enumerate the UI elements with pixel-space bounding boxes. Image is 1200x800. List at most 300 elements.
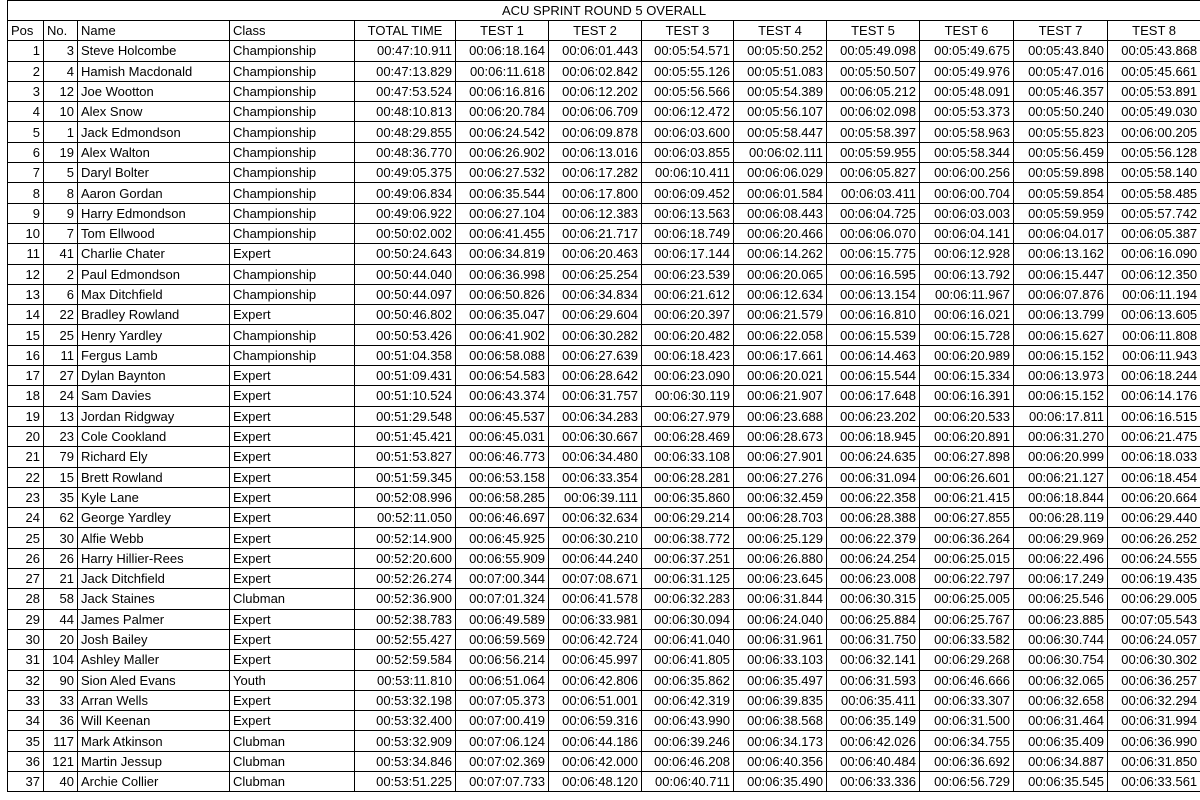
test-1-cell: 00:07:02.369 — [456, 751, 549, 771]
number-cell: 44 — [44, 609, 78, 629]
name-cell: Mark Atkinson — [78, 731, 230, 751]
test-4-cell: 00:06:28.673 — [734, 426, 827, 446]
table-row — [8, 426, 1200, 446]
name-cell: Ashley Maller — [78, 650, 230, 670]
test-8-cell: 00:07:05.543 — [1108, 609, 1200, 629]
test-1-cell: 00:06:27.104 — [456, 203, 549, 223]
total-time-cell: 00:50:02.002 — [355, 223, 456, 243]
name-cell: Harry Edmondson — [78, 203, 230, 223]
test-7-cell: 00:06:15.447 — [1014, 264, 1108, 284]
test-2-cell: 00:06:42.724 — [549, 629, 642, 649]
test-1-cell: 00:07:00.419 — [456, 711, 549, 731]
total-time-cell: 00:47:10.911 — [355, 41, 456, 61]
test-1-cell: 00:06:51.064 — [456, 670, 549, 690]
pos-cell: 8 — [8, 183, 44, 203]
test-8-cell: 00:05:43.868 — [1108, 41, 1200, 61]
test-3-cell: 00:06:30.094 — [642, 609, 734, 629]
test-8-cell: 00:05:58.485 — [1108, 183, 1200, 203]
test-7-cell: 00:06:31.464 — [1014, 711, 1108, 731]
total-time-cell: 00:53:32.198 — [355, 690, 456, 710]
test-2-cell: 00:06:21.717 — [549, 223, 642, 243]
number-cell: 8 — [44, 183, 78, 203]
total-time-cell: 00:48:10.813 — [355, 102, 456, 122]
column-header: TEST 2 — [549, 21, 642, 41]
class-cell: Championship — [230, 163, 355, 183]
test-5-cell: 00:06:35.149 — [827, 711, 920, 731]
class-cell: Expert — [230, 629, 355, 649]
test-4-cell: 00:06:21.907 — [734, 386, 827, 406]
name-cell: Kyle Lane — [78, 487, 230, 507]
total-time-cell: 00:51:45.421 — [355, 426, 456, 446]
test-5-cell: 00:06:22.379 — [827, 528, 920, 548]
test-3-cell: 00:06:27.979 — [642, 406, 734, 426]
test-7-cell: 00:06:29.969 — [1014, 528, 1108, 548]
pos-cell: 18 — [8, 386, 44, 406]
test-2-cell: 00:06:42.000 — [549, 751, 642, 771]
table-row — [8, 751, 1200, 771]
test-6-cell: 00:05:49.675 — [920, 41, 1014, 61]
test-1-cell: 00:06:11.618 — [456, 61, 549, 81]
test-2-cell: 00:06:34.834 — [549, 284, 642, 304]
test-5-cell: 00:06:04.725 — [827, 203, 920, 223]
test-3-cell: 00:06:21.612 — [642, 284, 734, 304]
test-4-cell: 00:06:22.058 — [734, 325, 827, 345]
table-row — [8, 163, 1200, 183]
name-cell: Aaron Gordan — [78, 183, 230, 203]
test-7-cell: 00:06:32.065 — [1014, 670, 1108, 690]
total-time-cell: 00:48:36.770 — [355, 142, 456, 162]
number-cell: 40 — [44, 771, 78, 791]
number-cell: 26 — [44, 548, 78, 568]
test-7-cell: 00:06:13.162 — [1014, 244, 1108, 264]
test-5-cell: 00:06:28.388 — [827, 508, 920, 528]
class-cell: Expert — [230, 508, 355, 528]
total-time-cell: 00:52:55.427 — [355, 629, 456, 649]
test-4-cell: 00:06:31.844 — [734, 589, 827, 609]
test-2-cell: 00:06:45.997 — [549, 650, 642, 670]
pos-cell: 19 — [8, 406, 44, 426]
test-6-cell: 00:06:11.967 — [920, 284, 1014, 304]
number-cell: 3 — [44, 41, 78, 61]
pos-cell: 20 — [8, 426, 44, 446]
test-1-cell: 00:06:26.902 — [456, 142, 549, 162]
test-1-cell: 00:06:27.532 — [456, 163, 549, 183]
test-2-cell: 00:06:34.283 — [549, 406, 642, 426]
total-time-cell: 00:47:53.524 — [355, 81, 456, 101]
test-3-cell: 00:06:42.319 — [642, 690, 734, 710]
test-6-cell: 00:06:25.767 — [920, 609, 1014, 629]
test-3-cell: 00:06:40.711 — [642, 771, 734, 791]
number-cell: 41 — [44, 244, 78, 264]
table-row — [8, 386, 1200, 406]
test-3-cell: 00:05:54.571 — [642, 41, 734, 61]
table-row — [8, 284, 1200, 304]
test-1-cell: 00:06:36.998 — [456, 264, 549, 284]
class-cell: Expert — [230, 426, 355, 446]
test-8-cell: 00:06:11.943 — [1108, 345, 1200, 365]
name-cell: Joe Wootton — [78, 81, 230, 101]
table-row — [8, 223, 1200, 243]
test-4-cell: 00:05:54.389 — [734, 81, 827, 101]
table-row — [8, 345, 1200, 365]
pos-cell: 30 — [8, 629, 44, 649]
table-row — [8, 305, 1200, 325]
class-cell: Expert — [230, 609, 355, 629]
name-cell: Sion Aled Evans — [78, 670, 230, 690]
test-7-cell: 00:06:34.887 — [1014, 751, 1108, 771]
test-2-cell: 00:06:09.878 — [549, 122, 642, 142]
name-cell: Alex Snow — [78, 102, 230, 122]
column-header: Class — [230, 21, 355, 41]
total-time-cell: 00:52:08.996 — [355, 487, 456, 507]
test-7-cell: 00:05:47.016 — [1014, 61, 1108, 81]
pos-cell: 15 — [8, 325, 44, 345]
total-time-cell: 00:48:29.855 — [355, 122, 456, 142]
test-4-cell: 00:06:02.111 — [734, 142, 827, 162]
number-cell: 9 — [44, 203, 78, 223]
column-header: No. — [44, 21, 78, 41]
name-cell: Steve Holcombe — [78, 41, 230, 61]
table-row — [8, 41, 1200, 61]
test-7-cell: 00:05:59.854 — [1014, 183, 1108, 203]
test-3-cell: 00:06:09.452 — [642, 183, 734, 203]
class-cell: Expert — [230, 447, 355, 467]
test-1-cell: 00:06:59.569 — [456, 629, 549, 649]
test-3-cell: 00:06:39.246 — [642, 731, 734, 751]
pos-cell: 11 — [8, 244, 44, 264]
class-cell: Expert — [230, 244, 355, 264]
pos-cell: 26 — [8, 548, 44, 568]
class-cell: Expert — [230, 548, 355, 568]
name-cell: Sam Davies — [78, 386, 230, 406]
test-4-cell: 00:05:56.107 — [734, 102, 827, 122]
table-row — [8, 122, 1200, 142]
test-7-cell: 00:06:35.545 — [1014, 771, 1108, 791]
test-4-cell: 00:06:01.584 — [734, 183, 827, 203]
table-row — [8, 244, 1200, 264]
test-6-cell: 00:06:15.728 — [920, 325, 1014, 345]
class-cell: Championship — [230, 264, 355, 284]
table-row — [8, 771, 1200, 791]
table-row — [8, 203, 1200, 223]
total-time-cell: 00:50:46.802 — [355, 305, 456, 325]
total-time-cell: 00:52:26.274 — [355, 569, 456, 589]
number-cell: 1 — [44, 122, 78, 142]
test-4-cell: 00:06:33.103 — [734, 650, 827, 670]
test-8-cell: 00:06:33.561 — [1108, 771, 1200, 791]
column-header: Pos — [8, 21, 44, 41]
test-8-cell: 00:06:16.515 — [1108, 406, 1200, 426]
table-row — [8, 731, 1200, 751]
test-1-cell: 00:06:56.214 — [456, 650, 549, 670]
test-1-cell: 00:06:45.925 — [456, 528, 549, 548]
test-6-cell: 00:06:33.582 — [920, 629, 1014, 649]
test-3-cell: 00:06:03.600 — [642, 122, 734, 142]
pos-cell: 4 — [8, 102, 44, 122]
test-5-cell: 00:06:22.358 — [827, 487, 920, 507]
test-1-cell: 00:07:06.124 — [456, 731, 549, 751]
test-4-cell: 00:05:51.083 — [734, 61, 827, 81]
test-7-cell: 00:05:46.357 — [1014, 81, 1108, 101]
test-6-cell: 00:05:53.373 — [920, 102, 1014, 122]
total-time-cell: 00:53:32.400 — [355, 711, 456, 731]
table-row — [8, 528, 1200, 548]
test-3-cell: 00:06:12.472 — [642, 102, 734, 122]
pos-cell: 34 — [8, 711, 44, 731]
test-8-cell: 00:05:57.742 — [1108, 203, 1200, 223]
test-7-cell: 00:06:35.409 — [1014, 731, 1108, 751]
test-3-cell: 00:06:32.283 — [642, 589, 734, 609]
total-time-cell: 00:49:06.834 — [355, 183, 456, 203]
test-4-cell: 00:06:40.356 — [734, 751, 827, 771]
test-6-cell: 00:06:04.141 — [920, 223, 1014, 243]
test-2-cell: 00:06:41.578 — [549, 589, 642, 609]
name-cell: James Palmer — [78, 609, 230, 629]
class-cell: Expert — [230, 528, 355, 548]
class-cell: Expert — [230, 690, 355, 710]
table-row — [8, 629, 1200, 649]
test-2-cell: 00:06:30.210 — [549, 528, 642, 548]
test-1-cell: 00:06:49.589 — [456, 609, 549, 629]
name-cell: Charlie Chater — [78, 244, 230, 264]
test-4-cell: 00:06:21.579 — [734, 305, 827, 325]
total-time-cell: 00:53:34.846 — [355, 751, 456, 771]
pos-cell: 24 — [8, 508, 44, 528]
test-4-cell: 00:06:28.703 — [734, 508, 827, 528]
class-cell: Clubman — [230, 751, 355, 771]
test-2-cell: 00:06:17.800 — [549, 183, 642, 203]
total-time-cell: 00:50:24.643 — [355, 244, 456, 264]
column-header: TEST 1 — [456, 21, 549, 41]
test-6-cell: 00:06:12.928 — [920, 244, 1014, 264]
pos-cell: 21 — [8, 447, 44, 467]
test-7-cell: 00:06:13.973 — [1014, 366, 1108, 386]
class-cell: Championship — [230, 203, 355, 223]
test-5-cell: 00:06:23.202 — [827, 406, 920, 426]
number-cell: 11 — [44, 345, 78, 365]
test-4-cell: 00:06:25.129 — [734, 528, 827, 548]
column-header: Name — [78, 21, 230, 41]
test-3-cell: 00:06:23.539 — [642, 264, 734, 284]
column-header: TEST 5 — [827, 21, 920, 41]
total-time-cell: 00:51:59.345 — [355, 467, 456, 487]
name-cell: Jack Edmondson — [78, 122, 230, 142]
test-8-cell: 00:06:19.435 — [1108, 569, 1200, 589]
results-table — [7, 0, 1200, 792]
test-8-cell: 00:06:30.302 — [1108, 650, 1200, 670]
test-6-cell: 00:06:29.268 — [920, 650, 1014, 670]
number-cell: 22 — [44, 305, 78, 325]
pos-cell: 3 — [8, 81, 44, 101]
test-3-cell: 00:06:30.119 — [642, 386, 734, 406]
test-4-cell: 00:06:20.466 — [734, 223, 827, 243]
pos-cell: 29 — [8, 609, 44, 629]
table-row — [8, 508, 1200, 528]
test-8-cell: 00:06:32.294 — [1108, 690, 1200, 710]
test-8-cell: 00:06:12.350 — [1108, 264, 1200, 284]
test-5-cell: 00:06:03.411 — [827, 183, 920, 203]
number-cell: 24 — [44, 386, 78, 406]
test-3-cell: 00:06:17.144 — [642, 244, 734, 264]
test-4-cell: 00:06:34.173 — [734, 731, 827, 751]
test-1-cell: 00:06:41.455 — [456, 223, 549, 243]
name-cell: Alex Walton — [78, 142, 230, 162]
table-row — [8, 366, 1200, 386]
table-row — [8, 569, 1200, 589]
test-1-cell: 00:06:45.031 — [456, 426, 549, 446]
test-1-cell: 00:06:50.826 — [456, 284, 549, 304]
test-8-cell: 00:06:11.194 — [1108, 284, 1200, 304]
test-4-cell: 00:06:23.688 — [734, 406, 827, 426]
test-1-cell: 00:06:58.285 — [456, 487, 549, 507]
name-cell: Josh Bailey — [78, 629, 230, 649]
test-3-cell: 00:06:18.423 — [642, 345, 734, 365]
total-time-cell: 00:51:53.827 — [355, 447, 456, 467]
pos-cell: 1 — [8, 41, 44, 61]
test-4-cell: 00:06:39.835 — [734, 690, 827, 710]
name-cell: Richard Ely — [78, 447, 230, 467]
table-row — [8, 690, 1200, 710]
test-6-cell: 00:06:16.021 — [920, 305, 1014, 325]
test-2-cell: 00:06:29.604 — [549, 305, 642, 325]
name-cell: Brett Rowland — [78, 467, 230, 487]
test-5-cell: 00:06:40.484 — [827, 751, 920, 771]
test-1-cell: 00:06:34.819 — [456, 244, 549, 264]
column-header: TEST 7 — [1014, 21, 1108, 41]
test-8-cell: 00:05:49.030 — [1108, 102, 1200, 122]
name-cell: Max Ditchfield — [78, 284, 230, 304]
test-5-cell: 00:06:15.775 — [827, 244, 920, 264]
pos-cell: 28 — [8, 589, 44, 609]
test-2-cell: 00:06:34.480 — [549, 447, 642, 467]
test-4-cell: 00:06:06.029 — [734, 163, 827, 183]
test-4-cell: 00:05:58.447 — [734, 122, 827, 142]
class-cell: Expert — [230, 305, 355, 325]
name-cell: Will Keenan — [78, 711, 230, 731]
test-8-cell: 00:06:16.090 — [1108, 244, 1200, 264]
test-7-cell: 00:06:17.811 — [1014, 406, 1108, 426]
class-cell: Championship — [230, 223, 355, 243]
test-5-cell: 00:06:17.648 — [827, 386, 920, 406]
test-6-cell: 00:06:20.989 — [920, 345, 1014, 365]
pos-cell: 22 — [8, 467, 44, 487]
name-cell: Cole Cookland — [78, 426, 230, 446]
test-2-cell: 00:06:30.282 — [549, 325, 642, 345]
pos-cell: 13 — [8, 284, 44, 304]
table-row — [8, 61, 1200, 81]
results-body — [8, 41, 1200, 792]
test-1-cell: 00:06:20.784 — [456, 102, 549, 122]
test-4-cell: 00:05:50.252 — [734, 41, 827, 61]
test-2-cell: 00:06:12.383 — [549, 203, 642, 223]
number-cell: 58 — [44, 589, 78, 609]
class-cell: Expert — [230, 711, 355, 731]
test-8-cell: 00:06:18.454 — [1108, 467, 1200, 487]
table-row — [8, 142, 1200, 162]
total-time-cell: 00:51:10.524 — [355, 386, 456, 406]
test-7-cell: 00:06:15.152 — [1014, 386, 1108, 406]
test-4-cell: 00:06:38.568 — [734, 711, 827, 731]
test-5-cell: 00:06:31.094 — [827, 467, 920, 487]
test-1-cell: 00:06:18.164 — [456, 41, 549, 61]
test-6-cell: 00:06:27.855 — [920, 508, 1014, 528]
test-7-cell: 00:06:32.658 — [1014, 690, 1108, 710]
test-8-cell: 00:06:14.176 — [1108, 386, 1200, 406]
test-3-cell: 00:05:56.566 — [642, 81, 734, 101]
pos-cell: 5 — [8, 122, 44, 142]
test-2-cell: 00:06:12.202 — [549, 81, 642, 101]
test-8-cell: 00:06:31.850 — [1108, 751, 1200, 771]
test-4-cell: 00:06:24.040 — [734, 609, 827, 629]
test-4-cell: 00:06:35.490 — [734, 771, 827, 791]
class-cell: Championship — [230, 284, 355, 304]
class-cell: Championship — [230, 61, 355, 81]
test-6-cell: 00:06:25.015 — [920, 548, 1014, 568]
name-cell: Arran Wells — [78, 690, 230, 710]
class-cell: Expert — [230, 406, 355, 426]
total-time-cell: 00:52:59.584 — [355, 650, 456, 670]
test-6-cell: 00:06:22.797 — [920, 569, 1014, 589]
name-cell: Jack Staines — [78, 589, 230, 609]
number-cell: 117 — [44, 731, 78, 751]
test-8-cell: 00:05:53.891 — [1108, 81, 1200, 101]
table-row — [8, 609, 1200, 629]
test-5-cell: 00:06:02.098 — [827, 102, 920, 122]
test-7-cell: 00:06:04.017 — [1014, 223, 1108, 243]
test-2-cell: 00:06:44.240 — [549, 548, 642, 568]
test-2-cell: 00:06:06.709 — [549, 102, 642, 122]
test-2-cell: 00:06:30.667 — [549, 426, 642, 446]
class-cell: Championship — [230, 325, 355, 345]
test-2-cell: 00:06:20.463 — [549, 244, 642, 264]
total-time-cell: 00:51:09.431 — [355, 366, 456, 386]
test-3-cell: 00:06:23.090 — [642, 366, 734, 386]
class-cell: Expert — [230, 386, 355, 406]
column-header: TEST 3 — [642, 21, 734, 41]
total-time-cell: 00:47:13.829 — [355, 61, 456, 81]
test-5-cell: 00:06:24.254 — [827, 548, 920, 568]
number-cell: 79 — [44, 447, 78, 467]
name-cell: Bradley Rowland — [78, 305, 230, 325]
name-cell: Jordan Ridgway — [78, 406, 230, 426]
test-6-cell: 00:06:00.704 — [920, 183, 1014, 203]
test-6-cell: 00:06:20.533 — [920, 406, 1014, 426]
name-cell: George Yardley — [78, 508, 230, 528]
test-6-cell: 00:06:03.003 — [920, 203, 1014, 223]
test-7-cell: 00:05:59.959 — [1014, 203, 1108, 223]
test-3-cell: 00:06:03.855 — [642, 142, 734, 162]
pos-cell: 7 — [8, 163, 44, 183]
total-time-cell: 00:52:36.900 — [355, 589, 456, 609]
test-7-cell: 00:06:31.270 — [1014, 426, 1108, 446]
test-8-cell: 00:06:36.257 — [1108, 670, 1200, 690]
number-cell: 4 — [44, 61, 78, 81]
number-cell: 12 — [44, 81, 78, 101]
name-cell: Daryl Bolter — [78, 163, 230, 183]
class-cell: Expert — [230, 650, 355, 670]
number-cell: 25 — [44, 325, 78, 345]
test-4-cell: 00:06:26.880 — [734, 548, 827, 568]
pos-cell: 10 — [8, 223, 44, 243]
test-8-cell: 00:06:00.205 — [1108, 122, 1200, 142]
number-cell: 62 — [44, 508, 78, 528]
test-5-cell: 00:06:33.336 — [827, 771, 920, 791]
name-cell: Martin Jessup — [78, 751, 230, 771]
test-2-cell: 00:06:44.186 — [549, 731, 642, 751]
test-4-cell: 00:06:27.276 — [734, 467, 827, 487]
class-cell: Expert — [230, 467, 355, 487]
number-cell: 6 — [44, 284, 78, 304]
